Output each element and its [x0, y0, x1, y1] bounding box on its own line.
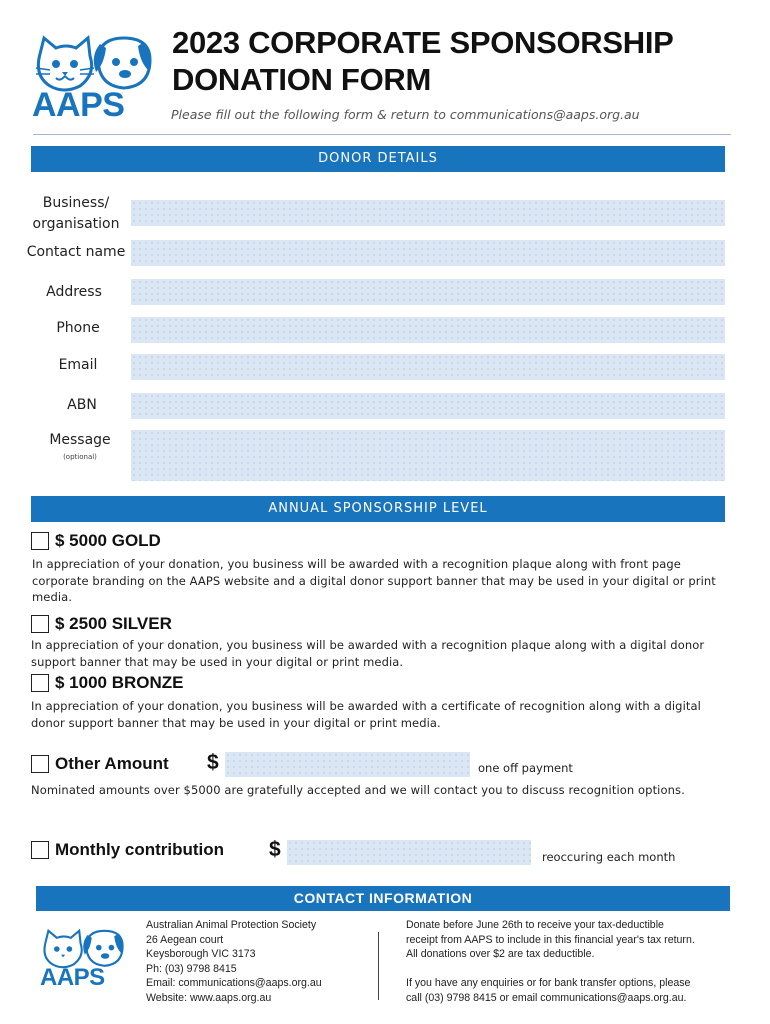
contact-name-field[interactable] — [131, 240, 725, 266]
abn-label: ABN — [67, 397, 97, 413]
title-line-2: DONATION FORM — [172, 62, 431, 97]
silver-description: In appreciation of your donation, you business will be awarded with a recognition plaque along with a digital donor support banner that may be used in your digital or print media. — [31, 638, 705, 669]
other-amount-field[interactable] — [225, 752, 470, 777]
footer-logo-text: AAPS — [40, 964, 105, 991]
other-amount-suffix: one off payment — [478, 761, 573, 775]
enquiry-note-line-2: call (03) 9798 8415 or email communications@aaps.org.au. — [406, 991, 687, 1004]
other-amount-currency: $ — [207, 751, 219, 774]
sponsorship-heading: ANNUAL SPONSORSHIP LEVEL — [31, 496, 725, 522]
page-title — [172, 24, 762, 98]
message-optional-note: (optional) — [63, 453, 97, 461]
contact-name-label: Contact name — [26, 244, 126, 260]
other-amount-checkbox[interactable] — [31, 755, 49, 773]
gold-description: In appreciation of your donation, you business will be awarded with a recognition plaque along with front page corporate branding on the AAPS website and a digital donor support banner that may be used in your digital or print media. — [32, 557, 716, 604]
other-amount-title: Other Amount — [55, 754, 169, 773]
phone-field[interactable] — [131, 317, 725, 343]
contact-heading: CONTACT INFORMATION — [36, 886, 730, 911]
contact-street: 26 Aegean court — [146, 933, 224, 946]
business-label — [22, 193, 130, 235]
title-line-1: 2023 CORPORATE SPONSORSHIP — [172, 25, 674, 60]
gold-checkbox[interactable] — [31, 532, 49, 550]
footer-divider — [378, 932, 379, 1000]
contact-address-block — [146, 918, 376, 1006]
silver-title: $ 2500 SILVER — [55, 614, 172, 633]
donor-details-heading: DONOR DETAILS — [31, 146, 725, 172]
page-subtitle: Please fill out the following form & return to communications@aaps.org.au — [171, 107, 640, 122]
enquiry-note-line-1: If you have any enquiries or for bank transfer options, please — [406, 977, 691, 990]
footer-logo — [38, 928, 128, 992]
monthly-currency: $ — [269, 838, 281, 861]
logo-text: AAPS — [32, 86, 125, 124]
contact-email[interactable]: Email: communications@aaps.org.au — [146, 977, 322, 990]
monthly-title: Monthly contribution — [55, 840, 225, 859]
business-label-line-2: organisation — [32, 216, 120, 232]
bronze-checkbox[interactable] — [31, 674, 49, 692]
gold-title: $ 5000 GOLD — [55, 531, 161, 550]
message-label: Message — [49, 432, 111, 448]
phone-label: Phone — [56, 320, 100, 336]
contact-org: Australian Animal Protection Society — [146, 919, 317, 931]
monthly-checkbox[interactable] — [31, 841, 49, 859]
notes-spacer — [406, 962, 736, 977]
contact-notes-block — [406, 918, 736, 1006]
contact-website[interactable]: Website: www.aaps.org.au — [146, 991, 272, 1004]
tax-note-line-2: receipt from AAPS to include in this financial year's tax return. — [406, 933, 695, 946]
bronze-title: $ 1000 BRONZE — [55, 673, 184, 692]
address-label: Address — [46, 284, 102, 300]
business-field[interactable] — [131, 200, 725, 226]
aaps-logo — [30, 34, 154, 124]
other-amount-note: Nominated amounts over $5000 are gratefully accepted and we will contact you to discuss recognition options. — [31, 783, 685, 797]
contact-phone: Ph: (03) 9798 8415 — [146, 962, 237, 975]
silver-checkbox[interactable] — [31, 615, 49, 633]
cat-dog-icon — [30, 34, 154, 94]
address-field[interactable] — [131, 279, 725, 305]
monthly-field[interactable] — [287, 840, 531, 865]
bronze-description: In appreciation of your donation, you business will be awarded with a certificate of recognition along with a digital donor support banner that may be used in your digital or print media. — [31, 699, 701, 730]
abn-field[interactable] — [131, 393, 725, 419]
monthly-suffix: reoccuring each month — [542, 850, 676, 864]
tax-note-line-3: All donations over $2 are tax deductible. — [406, 948, 595, 961]
message-field[interactable] — [131, 430, 725, 481]
contact-suburb: Keysborough VIC 3173 — [146, 948, 256, 961]
business-label-line-1: Business/ — [42, 195, 110, 211]
email-label: Email — [58, 357, 98, 373]
header-divider — [33, 134, 731, 135]
tax-note-line-1: Donate before June 26th to receive your tax-deductible — [406, 919, 664, 931]
email-field[interactable] — [131, 354, 725, 380]
